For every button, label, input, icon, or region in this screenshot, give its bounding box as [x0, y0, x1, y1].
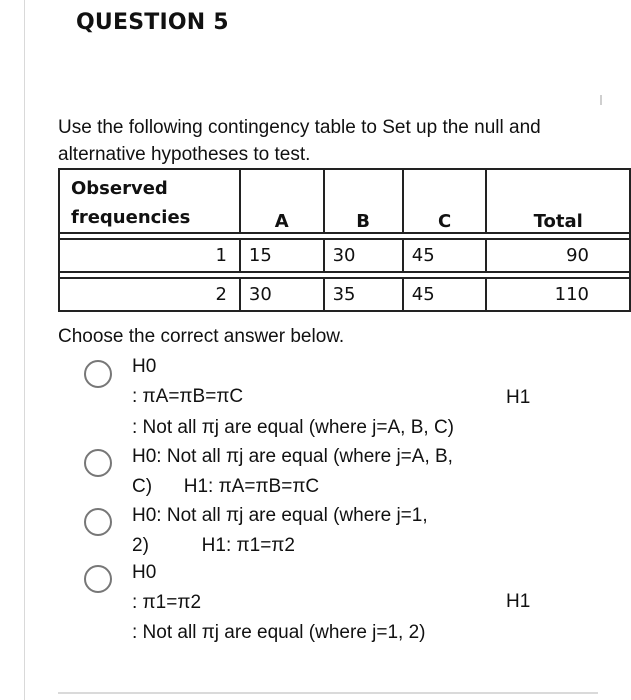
page-right-edge — [600, 95, 602, 105]
cell-b: 35 — [324, 278, 403, 311]
contingency-table — [58, 168, 631, 312]
option-1-h1: H1 — [506, 387, 531, 408]
header-total: Total — [486, 169, 630, 233]
table-row — [59, 278, 630, 311]
header-c: C — [403, 169, 487, 233]
row-label: 2 — [59, 278, 240, 311]
option-2-radio[interactable] — [84, 449, 112, 477]
header-b: B — [324, 169, 403, 233]
answer-instruction: Choose the correct answer below. — [58, 326, 345, 347]
header-observed-line2: frequencies — [71, 207, 191, 228]
cell-total: 110 — [486, 278, 630, 311]
option-4-h0: H0 — [132, 562, 157, 583]
option-1-h0-statement: : πA=πB=πC — [132, 386, 244, 407]
cell-total: 90 — [486, 239, 630, 272]
option-2-line1: H0: Not all πj are equal (where j=A, B, — [132, 446, 453, 467]
table-header-row — [59, 169, 630, 233]
option-4-h0-statement: : π1=π2 — [132, 592, 202, 613]
table-row — [59, 239, 630, 272]
row-label: 1 — [59, 239, 240, 272]
header-a: A — [240, 169, 324, 233]
bottom-divider — [58, 692, 598, 694]
option-4-h1-statement: : Not all πj are equal (where j=1, 2) — [132, 622, 426, 643]
page-left-border — [24, 0, 25, 700]
header-observed-frequencies — [59, 169, 240, 233]
option-1-h0: H0 — [132, 356, 157, 377]
cell-b: 30 — [324, 239, 403, 272]
option-4-h1: H1 — [506, 591, 531, 612]
option-4-radio[interactable] — [84, 565, 112, 593]
option-3-line2: 2) H1: π1=π2 — [132, 535, 295, 556]
cell-c: 45 — [403, 278, 487, 311]
option-1-radio[interactable] — [84, 360, 112, 388]
option-3-line1: H0: Not all πj are equal (where j=1, — [132, 505, 428, 526]
option-1-h1-statement: : Not all πj are equal (where j=A, B, C) — [132, 417, 454, 438]
header-observed-line1: Observed — [71, 178, 168, 199]
cell-a: 30 — [240, 278, 324, 311]
option-2-line2: C) H1: πA=πB=πC — [132, 476, 320, 497]
cell-a: 15 — [240, 239, 324, 272]
cell-c: 45 — [403, 239, 487, 272]
question-prompt: Use the following contingency table to Set up the null and alternative hypotheses to test. — [58, 117, 541, 165]
option-3-radio[interactable] — [84, 508, 112, 536]
question-title: QUESTION 5 — [76, 10, 229, 35]
